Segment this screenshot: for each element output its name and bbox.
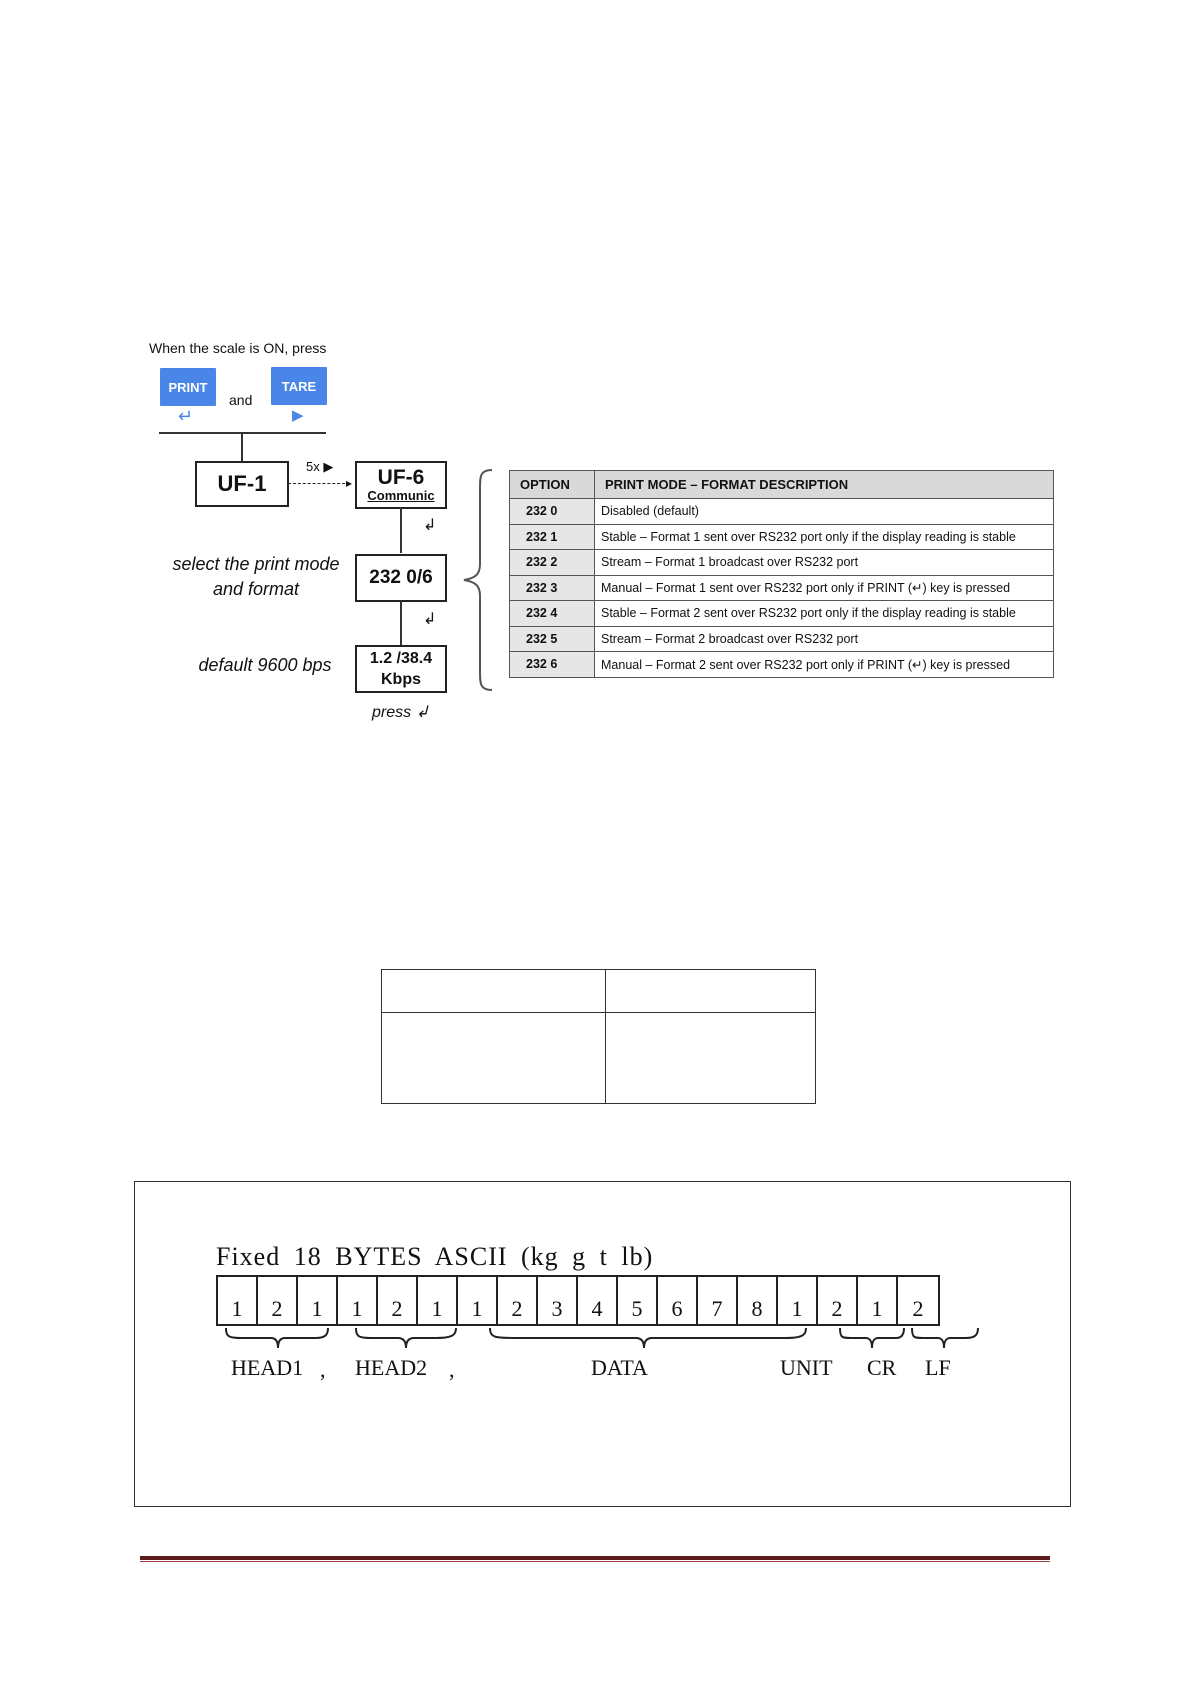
lf-brace <box>912 1328 978 1348</box>
byte-cell: 3 <box>538 1277 578 1324</box>
byte-cell: 6 <box>658 1277 698 1324</box>
table-row <box>510 524 1054 550</box>
option-cell: 232 5 <box>510 626 595 652</box>
byte-cell: 1 <box>218 1277 258 1324</box>
description-cell: Manual – Format 2 sent over RS232 port only if PRINT (↵) key is pressed <box>595 652 1054 678</box>
baud-value: 1.2 /38.4 <box>369 650 433 667</box>
footer-rule-light <box>140 1561 1050 1562</box>
options-table <box>509 470 1054 678</box>
byte-cell: 1 <box>778 1277 818 1324</box>
cr-brace <box>840 1328 904 1348</box>
byte-cell: 2 <box>378 1277 418 1324</box>
connector-line <box>400 507 402 553</box>
byte-cell: 1 <box>298 1277 338 1324</box>
byte-cell: 2 <box>818 1277 858 1324</box>
description-header: PRINT MODE – FORMAT DESCRIPTION <box>595 471 1054 499</box>
data-label: DATA <box>591 1355 648 1380</box>
byte-cell: 7 <box>698 1277 738 1324</box>
enter-icon: ↵ <box>178 406 194 426</box>
data-brace <box>490 1328 806 1348</box>
description-cell: Stream – Format 1 broadcast over RS232 port <box>595 550 1054 576</box>
and-text: and <box>229 392 253 408</box>
table-row <box>382 970 816 1013</box>
uf1-label: UF-1 <box>217 471 267 496</box>
description-cell: Stable – Format 2 sent over RS232 port only if the display reading is stable <box>595 601 1054 627</box>
description-cell: Stable – Format 1 sent over RS232 port only if the display reading is stable <box>595 524 1054 550</box>
comma-label: , <box>449 1357 455 1382</box>
times-text: 5x <box>306 459 320 474</box>
option-cell: 232 1 <box>510 524 595 550</box>
baud-unit: Kbps <box>381 671 421 688</box>
arrow-head-icon: ▸ <box>346 476 353 490</box>
table-cell <box>382 970 606 1013</box>
press-label: press ↲ <box>372 704 429 721</box>
byte-cell: 1 <box>338 1277 378 1324</box>
comma-label: , <box>320 1357 326 1382</box>
enter-icon: ↲ <box>423 611 437 628</box>
group-braces <box>216 1326 996 1352</box>
byte-cell: 8 <box>738 1277 778 1324</box>
play-icon: ▶ <box>323 459 334 474</box>
table-row <box>510 601 1054 627</box>
uf6-box <box>355 461 447 509</box>
table-row <box>510 626 1054 652</box>
uf6-label: UF-6 <box>377 466 425 489</box>
option-header: OPTION <box>510 471 595 499</box>
option-cell: 232 6 <box>510 652 595 678</box>
empty-table <box>381 969 816 1104</box>
table-cell <box>382 1013 606 1104</box>
tare-key: TARE <box>271 367 327 405</box>
byte-cell: 1 <box>458 1277 498 1324</box>
table-row <box>510 499 1054 525</box>
option-cell: 232 2 <box>510 550 595 576</box>
byte-cell: 1 <box>418 1277 458 1324</box>
unit-label: UNIT <box>780 1355 833 1380</box>
uf1-box <box>195 461 289 507</box>
head2-label: HEAD2 <box>355 1355 428 1380</box>
right-arrow-icon: ▶ <box>292 407 304 424</box>
option-cell: 232 4 <box>510 601 595 627</box>
cr-label: CR <box>867 1355 897 1380</box>
byte-cell: 2 <box>258 1277 298 1324</box>
mode-box <box>355 554 447 602</box>
dashed-connector <box>288 483 350 484</box>
baud-box <box>355 645 447 693</box>
footer-rule-dark <box>140 1556 1050 1560</box>
table-row <box>510 575 1054 601</box>
mode-value: 232 0/6 <box>369 567 433 588</box>
table-row <box>382 1013 816 1104</box>
format-title: Fixed 18 BYTES ASCII (kg g t lb) <box>216 1242 654 1271</box>
byte-cell: 2 <box>498 1277 538 1324</box>
key-underline <box>159 432 326 434</box>
connector-line <box>400 600 402 646</box>
curly-brace-icon <box>458 466 498 694</box>
byte-cell: 1 <box>858 1277 898 1324</box>
head1-label: HEAD1 <box>231 1355 304 1380</box>
table-row <box>510 652 1054 678</box>
head1-brace <box>226 1328 328 1348</box>
print-key: PRINT <box>160 368 216 406</box>
table-header-row <box>510 471 1054 499</box>
description-cell: Stream – Format 2 broadcast over RS232 port <box>595 626 1054 652</box>
uf6-sublabel: Communic <box>367 488 435 503</box>
table-row <box>510 550 1054 576</box>
table-cell <box>606 1013 816 1104</box>
option-cell: 232 3 <box>510 575 595 601</box>
description-cell: Disabled (default) <box>595 499 1054 525</box>
head2-brace <box>356 1328 456 1348</box>
description-cell: Manual – Format 1 sent over RS232 port only if PRINT (↵) key is pressed <box>595 575 1054 601</box>
table-cell <box>606 970 816 1013</box>
enter-icon: ↲ <box>423 517 437 534</box>
intro-text: When the scale is ON, press <box>149 340 327 356</box>
connector-line <box>241 432 243 462</box>
byte-cells <box>216 1275 940 1326</box>
baud-label: default 9600 bps <box>198 655 332 675</box>
times-label <box>306 459 333 475</box>
lf-label: LF <box>925 1355 951 1380</box>
byte-cell: 2 <box>912 1296 924 1321</box>
byte-cell: 5 <box>618 1277 658 1324</box>
byte-cell: 4 <box>578 1277 618 1324</box>
mode-label: select the print mode and format <box>172 554 340 599</box>
option-cell: 232 0 <box>510 499 595 525</box>
